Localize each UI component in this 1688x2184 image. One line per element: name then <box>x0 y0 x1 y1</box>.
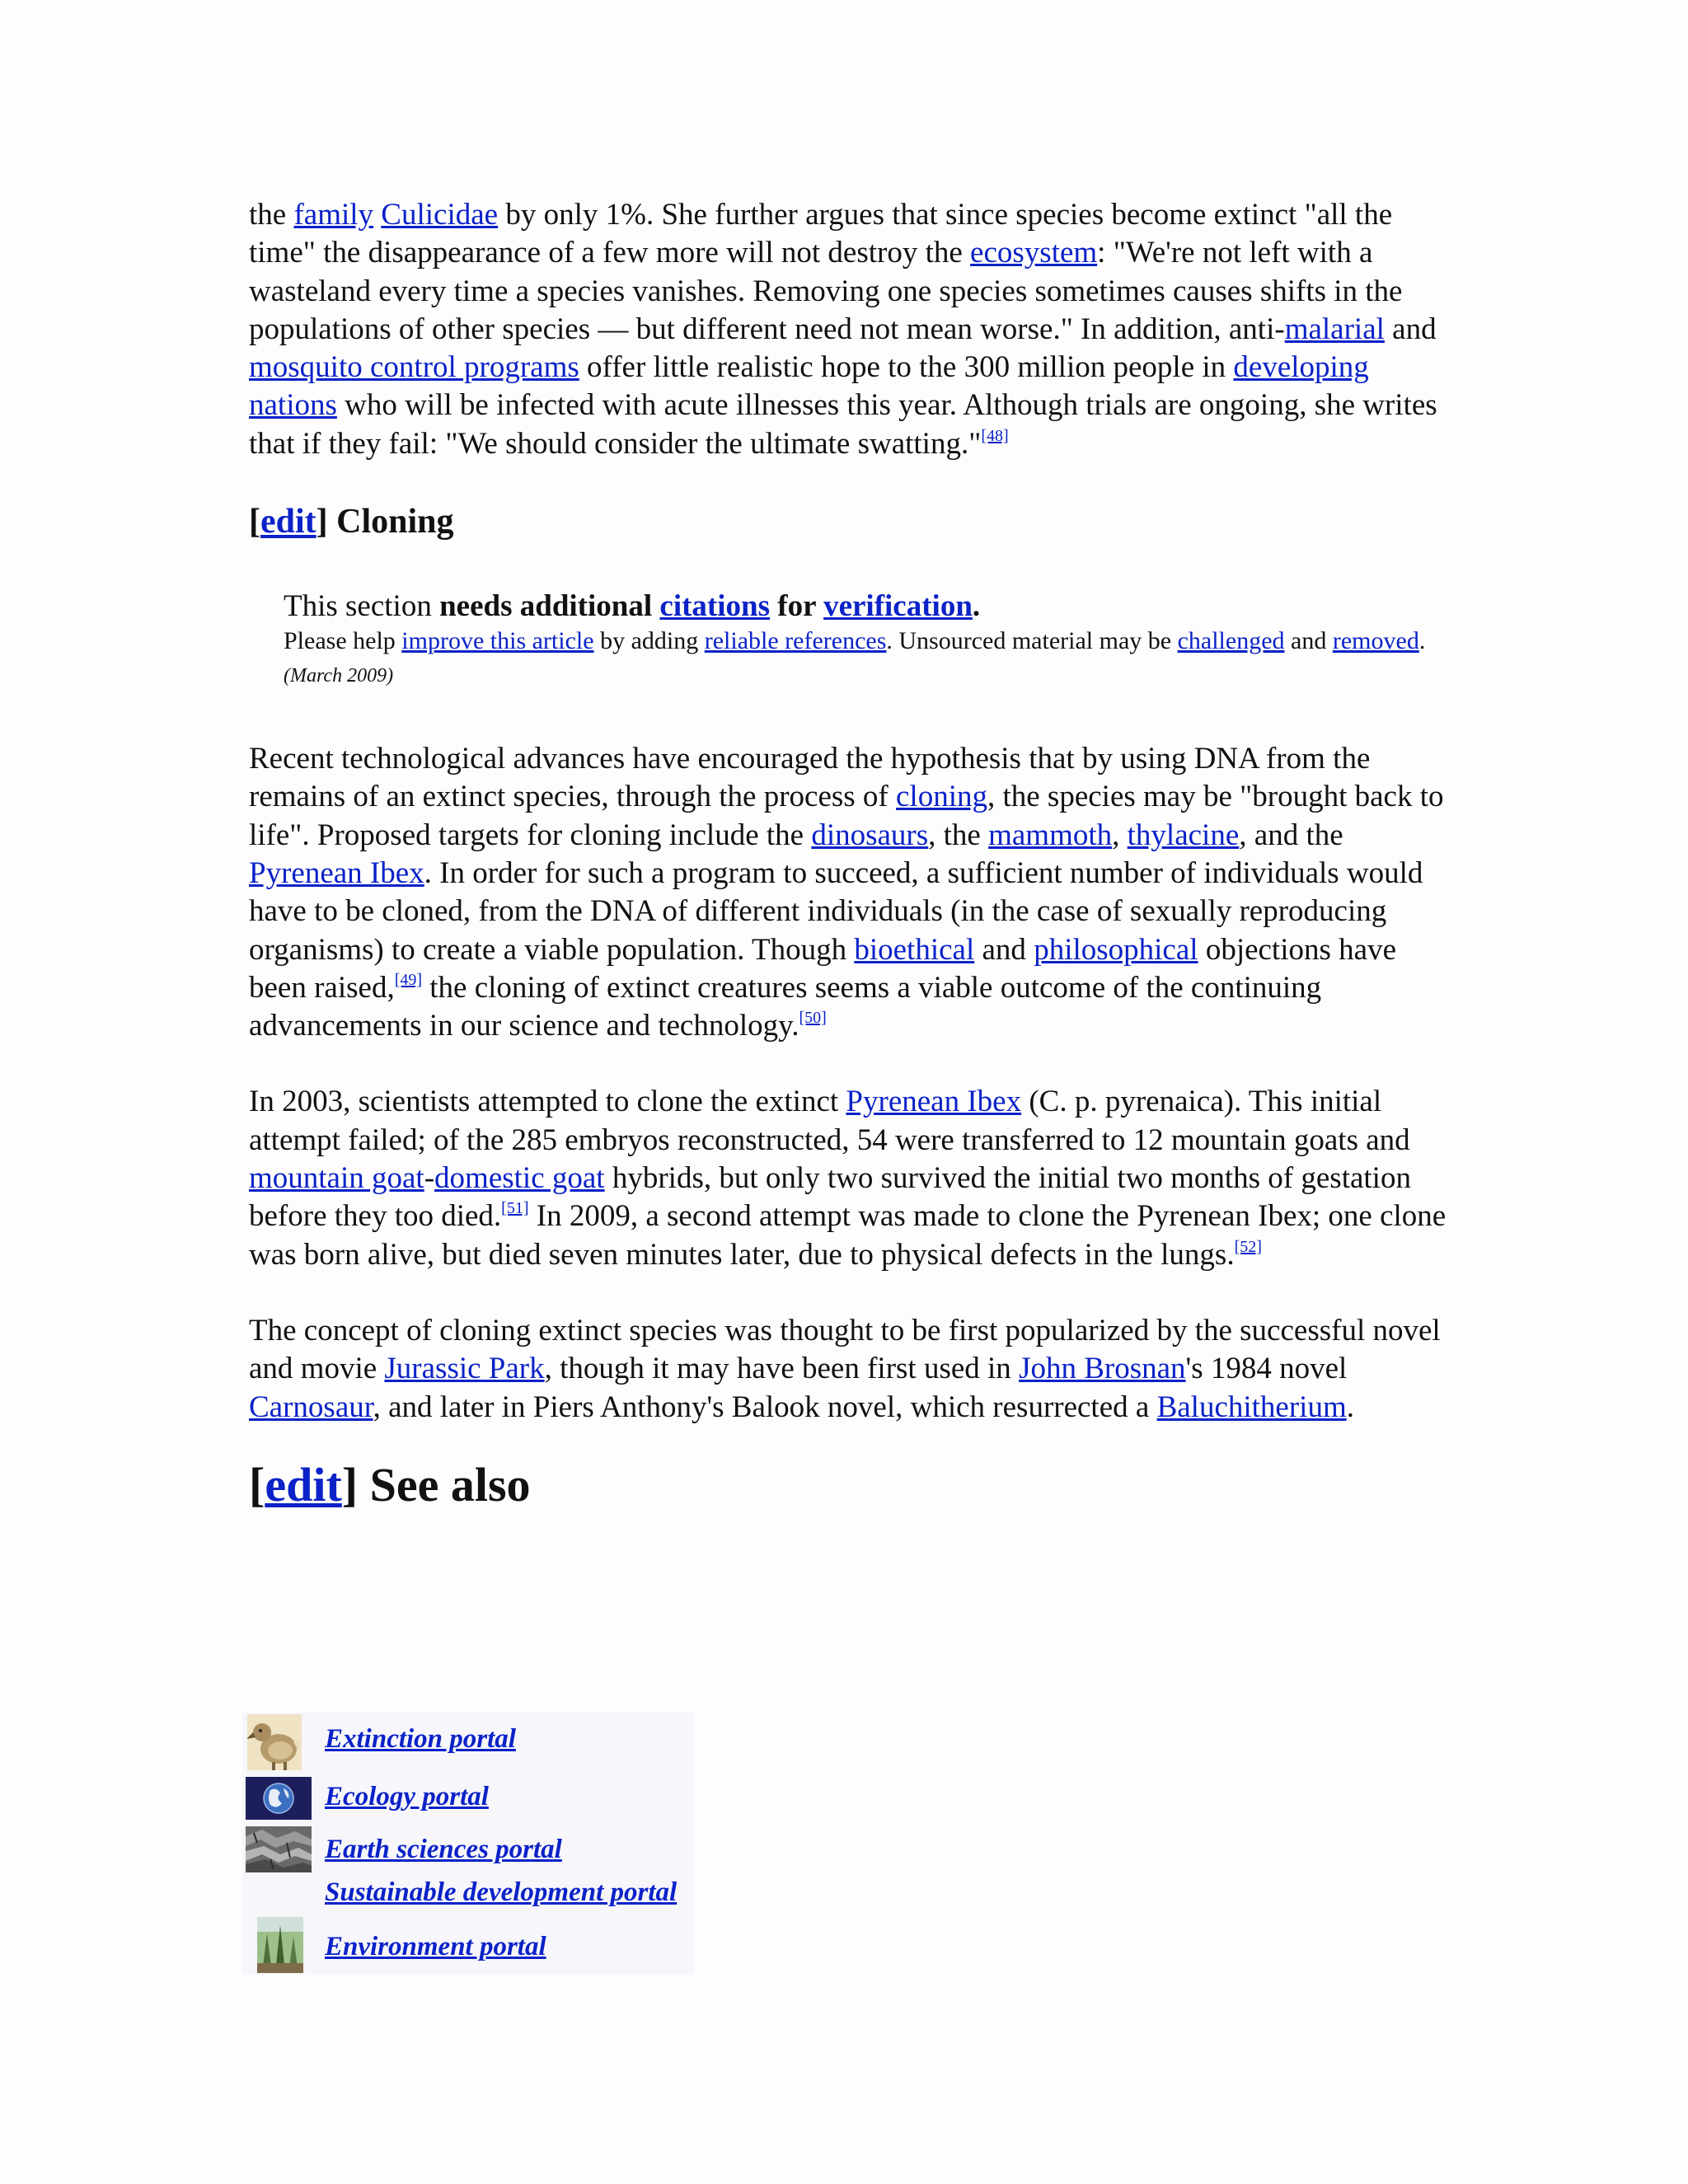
text: the cloning of extinct creatures seems a viable outcome of the continuing advancements in our science and technology. <box>249 970 1322 1043</box>
link-reliable-references[interactable]: reliable references <box>704 627 887 655</box>
link-extinction-portal[interactable]: Extinction portal <box>325 1724 516 1754</box>
text: . In order for such a program to succeed, a sufficient number of individuals would have to be cloned, from the DNA of different individuals (in the case of sexually reproducing organisms) to create a viable population. Though <box>249 855 1423 967</box>
edit-link-cloning[interactable]: edit <box>260 503 316 541</box>
citation-notice <box>284 588 1452 692</box>
text: Please help <box>284 627 402 655</box>
link-pyrenean-ibex[interactable]: Pyrenean Ibex <box>249 855 424 890</box>
portal-item-sustainable-development <box>242 1877 694 1914</box>
text: Recent technological advances have encouraged the hypothesis that by using DNA from the remains of an extinct species, through the process of <box>249 742 1371 814</box>
link-jurassic-park[interactable]: Jurassic Park <box>384 1352 545 1386</box>
link-domestic-goat[interactable]: domestic goat <box>434 1161 605 1196</box>
article-content <box>249 196 1452 1537</box>
text: The concept of cloning extinct species was thought to be first popularized by the successful novel and movie <box>249 1313 1441 1386</box>
link-mountain-goat[interactable]: mountain goat <box>249 1161 424 1196</box>
text: This section <box>284 589 440 624</box>
portal-item-earth-sciences <box>242 1825 694 1874</box>
text: . <box>1346 1390 1354 1424</box>
bracket: [ <box>249 503 260 541</box>
link-earth-sciences-portal[interactable]: Earth sciences portal <box>325 1835 562 1864</box>
text: , the species may be "brought back to life". Proposed targets for cloning include the <box>249 780 1444 852</box>
text: who will be infected with acute illnesses this year. Although trials are ongoing, she writes that if they fail: "We should consider the ultimate swatting." <box>249 388 1437 461</box>
text: , and later in Piers Anthony's Balook novel, which resurrected a <box>373 1390 1157 1424</box>
text: for <box>770 589 824 624</box>
text: hybrids, but only two survived the initial two months of gestation before they too died. <box>249 1161 1411 1234</box>
text: needs additional <box>439 589 660 624</box>
text: 's 1984 novel <box>1185 1352 1348 1386</box>
link-citations[interactable]: citations <box>659 589 770 624</box>
text: : "We're not left with a wasteland every time a species vanishes. Removing one species sometimes causes shifts in the populations of other species — but different need not mean worse." In addition, anti- <box>249 236 1403 346</box>
text: (C. p. pyrenaica). This initial attempt failed; of the 285 embryos reconstructed, 54 were transferred to 12 mountain goats and <box>249 1085 1410 1157</box>
earth-icon <box>246 1777 312 1824</box>
link-ecology-portal[interactable]: Ecology portal <box>325 1782 489 1811</box>
link-thylacine[interactable]: thylacine <box>1127 818 1240 852</box>
dodo-icon <box>247 1714 302 1774</box>
notice-main <box>284 588 1452 625</box>
link-cloning[interactable]: cloning <box>896 780 987 814</box>
portal-box <box>242 1713 694 1975</box>
text: . <box>972 589 981 624</box>
text: , though it may have been first used in <box>544 1352 1020 1386</box>
reference-48[interactable]: [48] <box>981 426 1009 445</box>
paragraph-ibex <box>249 1083 1452 1273</box>
text: the <box>249 198 294 232</box>
text: In 2009, a second attempt was made to clone the Pyrenean Ibex; one clone was born alive, but died seven minutes later, due to physical defects in the lungs. <box>249 1199 1447 1272</box>
link-baluchitherium[interactable]: Baluchitherium <box>1156 1390 1347 1424</box>
text: . Unsourced material may be <box>886 627 1178 655</box>
text: offer little realistic hope to the 300 million people in <box>579 350 1234 385</box>
rocks-icon <box>246 1826 312 1877</box>
forest-icon <box>257 1917 303 1977</box>
link-sustainable-development-portal[interactable]: Sustainable development portal <box>325 1877 678 1907</box>
paragraph-mosquito <box>249 196 1452 463</box>
heading-text: ] See also <box>341 1457 531 1511</box>
reference-51[interactable]: [51] <box>501 1199 529 1218</box>
text: by adding <box>593 627 705 655</box>
text: objections have been raised, <box>249 932 1396 1005</box>
link-challenged[interactable]: challenged <box>1177 627 1285 655</box>
portal-item-environment <box>242 1917 694 1975</box>
link-developing-nations[interactable]: developing nations <box>249 350 1369 423</box>
section-heading-cloning <box>249 501 1452 542</box>
link-verification[interactable]: verification <box>823 589 973 624</box>
link-environment-portal[interactable]: Environment portal <box>325 1932 546 1961</box>
text: In 2003, scientists attempted to clone the extinct <box>249 1085 846 1119</box>
link-dinosaurs[interactable]: dinosaurs <box>811 818 929 852</box>
paragraph-cloning-intro <box>249 740 1452 1045</box>
text: by only 1%. She further argues that since species become extinct "all the time" the disappearance of a few more will not destroy the <box>249 198 1393 270</box>
text <box>373 198 381 232</box>
paragraph-concept <box>249 1312 1452 1427</box>
text: . <box>1418 627 1426 655</box>
link-john-brosnan[interactable]: John Brosnan <box>1019 1352 1186 1386</box>
edit-link-see-also[interactable]: edit <box>265 1457 342 1511</box>
link-carnosaur[interactable]: Carnosaur <box>249 1390 373 1424</box>
portal-item-ecology <box>242 1775 694 1821</box>
notice-sub <box>284 625 1452 692</box>
text: , the <box>928 818 989 852</box>
reference-50[interactable]: [50] <box>799 1009 827 1028</box>
link-pyrenean-ibex-2[interactable]: Pyrenean Ibex <box>846 1085 1022 1119</box>
link-mosquito-control[interactable]: mosquito control programs <box>249 350 579 385</box>
section-heading-see-also <box>249 1458 1452 1512</box>
link-culicidae[interactable]: Culicidae <box>381 198 499 232</box>
link-ecosystem[interactable]: ecosystem <box>970 236 1098 270</box>
text: , <box>1112 818 1128 852</box>
text: - <box>424 1161 435 1196</box>
link-removed[interactable]: removed <box>1332 627 1419 655</box>
notice-date: (March 2009) <box>284 665 394 687</box>
reference-52[interactable]: [52] <box>1234 1237 1262 1256</box>
text: and <box>1284 627 1333 655</box>
bracket: [ <box>249 1457 265 1511</box>
portal-item-extinction <box>242 1713 694 1769</box>
link-mammoth[interactable]: mammoth <box>988 818 1113 852</box>
link-bioethical[interactable]: bioethical <box>854 932 975 967</box>
heading-text: ] Cloning <box>316 503 454 541</box>
text: , and the <box>1239 818 1343 852</box>
link-malarial[interactable]: malarial <box>1284 312 1385 346</box>
link-philosophical[interactable]: philosophical <box>1034 932 1198 967</box>
link-improve-article[interactable]: improve this article <box>401 627 594 655</box>
link-family[interactable]: family <box>293 198 374 232</box>
text: and <box>1384 312 1437 346</box>
text: and <box>974 932 1034 967</box>
reference-49[interactable]: [49] <box>394 970 423 989</box>
